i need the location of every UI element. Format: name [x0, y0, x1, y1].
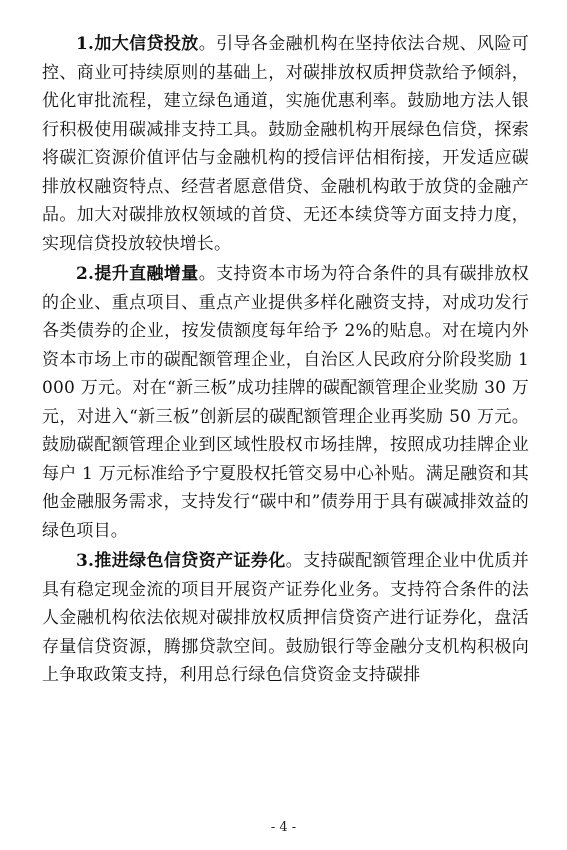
paragraph-2-text: 。支持资本市场为符合条件的具有碳排放权的企业、重点项目、重点产业提供多样化融资支持，对成功发行各类债券的企业，按发债额度每年给予 2%的贴息。对在境内外资本市场上市的碳配额管理企业，自治区人民政府分阶段奖励 1000 万元。对在“新三板”成功挂牌的碳配额管理企业奖励 30 万元，对进入“新三板”创新层的碳配额管理企业再奖励 50 万元。鼓励碳配额管理企业到区域性股权市场挂牌，按照成功挂牌企业每户 1 万元标准给予宁夏股权托管交易中心补贴。满足融资和其他金融服务需求，支持发行“碳中和”债券用于具有碳减排效益的绿色项目。	[42, 264, 529, 541]
paragraph-1-heading: 1.加大信贷投放	[76, 34, 199, 54]
page-number: - 4 -	[270, 820, 297, 835]
paragraph-3	[42, 547, 529, 690]
paragraph-1-text: 。引导各金融机构在坚持依法合规、风险可控、商业可持续原则的基础上，对碳排放权质押贷款给予倾斜，优化审批流程，建立绿色通道，实施优惠利率。鼓励地方法人银行积极使用碳减排支持工具。鼓励金融机构开展绿色信贷，探索将碳汇资源价值评估与金融机构的授信评估相衔接，开发适应碳排放权融资特点、经营者愿意借贷、金融机构敢于放贷的金融产品。加大对碳排放权领域的首贷、无还本续贷等方面支持力度，实现信贷投放较快增长。	[42, 34, 529, 254]
paragraph-3-text: 。支持碳配额管理企业中优质并具有稳定现金流的项目开展资产证券化业务。支持符合条件的法人金融机构依法依规对碳排放权质押信贷资产进行证券化，盘活存量信贷资源，腾挪贷款空间。鼓励银行等金融分支机构积极向上争取政策支持，利用总行绿色信贷资金支持碳排	[42, 551, 529, 685]
paragraph-2	[42, 260, 529, 545]
document-body	[42, 30, 529, 690]
paragraph-2-heading: 2.提升直融增量	[76, 264, 199, 284]
paragraph-1	[42, 30, 529, 258]
paragraph-3-heading: 3.推进绿色信贷资产证券化	[76, 551, 286, 571]
